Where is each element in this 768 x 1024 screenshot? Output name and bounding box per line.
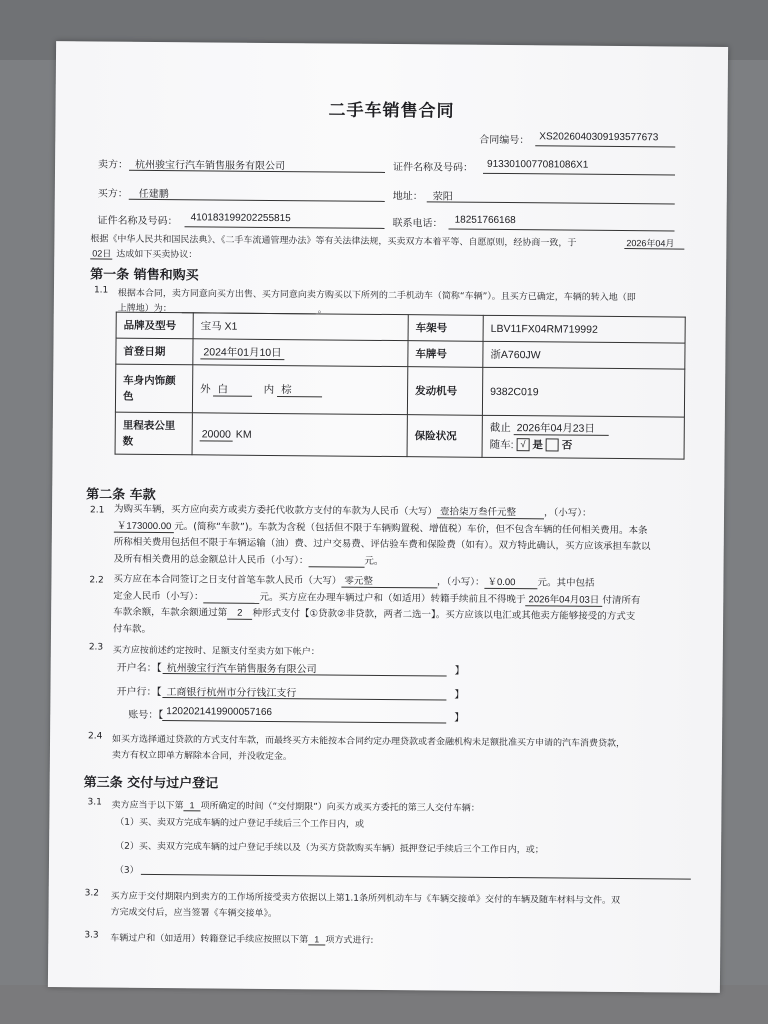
contract-page	[48, 41, 728, 993]
article-3-2-text-b: 方完成交付后，应当签署《车辆交接单》。	[110, 907, 278, 920]
seller-id-value: 91330100770810​86X1	[487, 158, 589, 171]
price-upper: 壹拾柒万叁仟元整	[437, 506, 544, 519]
reg-date-text: 2024年01月10日	[200, 346, 284, 360]
article-2-1-paragraph	[114, 502, 695, 573]
account-no-close: 】	[454, 712, 465, 724]
article-2-2-text-a: 买方应在本合同签订之日支付首笔车款人民币（大写）	[113, 573, 342, 587]
down-payment-upper: 零元整	[341, 576, 437, 589]
address-line	[427, 201, 675, 204]
article-3-1-number: 3.1	[87, 797, 102, 808]
total-amount-blank	[308, 555, 364, 567]
preamble-date-a: 2026年04月	[626, 238, 675, 249]
interior-color: 棕	[277, 384, 322, 397]
interior-prefix: 内	[263, 383, 275, 397]
article-2-2-text-b: ，（小写）：	[436, 576, 485, 588]
insurance-with-car: 随车:	[489, 438, 514, 451]
article-3-3-number: 3.3	[84, 930, 99, 941]
article-2-title: 第二条 车款	[86, 487, 156, 503]
plate-label: 车牌号	[408, 341, 483, 368]
buyer-label: 买方：	[97, 188, 128, 200]
article-2-2-text-c: 元。其中包括	[537, 577, 595, 589]
buyer-value: 任建鹏	[138, 188, 169, 201]
article-3-1-text	[111, 798, 479, 814]
insurance-value	[482, 415, 684, 459]
delivery-item-2: （2）买、卖双方完成车辆的过户登记手续以及（为买方贷款购买车辆）抵押登记手续后三个工作日内，或；	[115, 841, 544, 856]
article-2-1-text-d: 所称相关费用包括但不限于车辆运输（油）费、过户交易费、评估验车费和保险费（如有）。双方特此确认，买方应该承担车款以	[113, 536, 651, 553]
contract-no-line	[535, 145, 675, 147]
article-2-2-text-h: 种形式支付【①贷款②非贷款，两者二选一】。买方应该以电汇或其他卖方能够接受的方式支	[252, 607, 636, 623]
account-name-close: 】	[454, 665, 465, 677]
article-2-1-number: 2.1	[90, 505, 105, 516]
down-payment-lower: ￥0.00	[484, 577, 537, 589]
article-2-1-text-e: 及所有相关费用的总金额总计人民币（小写）：	[113, 553, 309, 566]
account-bank-value: 工商银行杭州市分行钱江支行	[166, 687, 297, 700]
article-3-title: 第三条 交付与过户登记	[83, 775, 219, 792]
document-title: 二手车销售合同	[328, 100, 455, 122]
account-name-label: 开户名：【	[116, 662, 162, 675]
exterior-color: 白	[213, 383, 252, 396]
seller-value: 杭州骏宝行汽车销售服务有限公司	[135, 159, 286, 173]
article-3-3-text	[110, 931, 373, 946]
yes-label: 是	[532, 438, 543, 451]
article-1-1-text-c: 。	[317, 305, 327, 316]
seller-line	[129, 170, 385, 173]
deposit-blank	[204, 591, 260, 603]
address-label: 地址：	[392, 191, 423, 203]
article-2-4-text-a: 如买方选择通过贷款的方式支付车款，而最终买方未能按本合同约定办理贷款或者金融机构未足额批准买方申请的汽车消费贷款，	[112, 734, 626, 750]
article-2-2-paragraph	[113, 572, 694, 643]
address-value: 荥阳	[432, 191, 453, 203]
article-2-3-text: 买方应按前述约定按时、足额支付至卖方如下帐户：	[112, 645, 320, 658]
delivery-item-1: （1）买、卖双方完成车辆的过户登记手续后三个工作日内，或	[115, 817, 365, 830]
article-3-2-number: 3.2	[84, 888, 100, 899]
article-1-title: 第一条 销售和购买	[90, 267, 199, 284]
account-name-line	[163, 673, 447, 676]
buyer-line	[129, 199, 385, 202]
odometer-value	[192, 413, 407, 457]
article-2-2-text-f: 付清所有	[602, 594, 641, 606]
no-checkbox[interactable]	[546, 439, 559, 452]
article-3-2-text-a: 买方应于交付期限内到卖方的工作场所接受卖方依据以上第1.1条所列机动车与《车辆交接单》交付的车辆及随车材料与文件。双	[110, 891, 621, 907]
article-3-1-text-a: 卖方应当于以下第	[111, 800, 184, 812]
phone-value: 18251766168	[454, 214, 516, 227]
insurance-label: 保险状况	[407, 415, 482, 458]
article-3-3-text-a: 车辆过户和（如适用）转籍登记手续应按照以下第	[110, 933, 309, 946]
payment-method: 2	[227, 608, 252, 620]
account-bank-line	[162, 697, 446, 700]
seller-label: 卖方：	[98, 159, 129, 171]
delivery-item-3-line	[141, 874, 691, 880]
price-lower: ￥173000.00	[114, 520, 175, 533]
article-2-2-text-i: 付车款。	[112, 623, 152, 635]
no-label: 否	[561, 439, 573, 452]
reg-date-label: 首登日期	[116, 338, 193, 365]
preamble-date-line-b	[90, 258, 112, 259]
article-1-1-number: 1.1	[93, 285, 109, 296]
article-2-1-text-f: 元。	[364, 555, 384, 567]
engine-value: 9382C019	[482, 367, 684, 417]
preamble-date-b: 02日	[92, 248, 112, 259]
phone-label: 联系电话：	[392, 218, 443, 230]
yes-checkbox[interactable]	[516, 438, 529, 451]
insurance-date: 2026年04月23日	[514, 422, 609, 436]
preamble-text-a: 根据《中华人民共和国民法典》、《二手车流通管理办法》等有关法律法规，买卖双方本着平等、自愿原则，经协商一致，于	[90, 234, 577, 249]
account-no-value: 1202021419900057166	[166, 706, 273, 718]
article-2-2-text-e: 元。买方应在办理车辆过户和（如适用）转籍手续前且不得晚于	[259, 591, 526, 605]
seller-id-line	[483, 173, 675, 176]
final-payment-date: 2026年04月03日	[526, 594, 603, 607]
account-bank-close: 】	[454, 689, 465, 701]
article-3-3-text-b: 项方式进行:	[325, 935, 374, 946]
color-label: 车身内饰颜色	[115, 364, 192, 413]
article-3-1-text-b: 项所确定的时间（“交付期限”）向买方或买方委托的第三人交付车辆：	[200, 801, 480, 814]
article-2-2-text-d: 定金人民币（小写）：	[113, 590, 204, 602]
odometer-unit: KM	[235, 428, 252, 441]
buyer-id-line	[185, 226, 385, 229]
brand-label: 品牌及型号	[116, 312, 193, 339]
exterior-prefix: 外	[200, 383, 211, 396]
buyer-id-label: 证件名称及号码：	[97, 215, 178, 228]
vin-label: 车架号	[408, 315, 483, 342]
delivery-option: 1	[183, 800, 200, 811]
article-1-1-text-a: 根据本合同，卖方同意向买方出售、买方同意向卖方购买以下所列的二手机动车（简称“车辆”）。且买方已确定，车辆的转入地（即	[117, 288, 636, 304]
account-bank-label: 开户行：【	[116, 686, 162, 699]
article-1-1-text-b: 上牌地）为：	[117, 303, 172, 315]
account-no-label: 账号：【	[128, 709, 164, 722]
delivery-item-3: （3）	[114, 865, 139, 876]
check-mark-icon: √	[520, 439, 526, 450]
insurance-prefix: 截止	[489, 421, 511, 434]
contract-no-value: XS20260403091935776​73	[539, 131, 659, 144]
transfer-option: 1	[308, 934, 325, 945]
article-2-4-number: 2.4	[88, 731, 103, 742]
account-name-value: 杭州骏宝行汽车销售服务有限公司	[166, 663, 317, 676]
odometer-label: 里程表公里数	[115, 412, 192, 455]
article-2-4-text-b: 卖方有权立即单方解除本合同，并没收定金。	[111, 750, 292, 763]
vehicle-info-table	[115, 312, 686, 460]
vin-value: LBV11FX04RM719992	[483, 315, 685, 343]
article-2-1-text-b: ，（小写）：	[544, 507, 592, 519]
buyer-id-value: 410183199202255815	[190, 212, 291, 225]
article-2-1-text-a: 为购买车辆，买方应向卖方或卖方委托代收款方支付的车款为人民币（大写）	[114, 503, 438, 518]
article-2-1-text-c: 元。(简称“车款”)。车款为含税（包括但不限于车辆购置税、增值税）车价，但不包含车辆的任何相关费用。本条	[174, 520, 648, 536]
seller-id-label: 证件名称及号码：	[393, 162, 474, 174]
reg-date-value	[193, 339, 408, 367]
color-value	[192, 365, 407, 415]
article-2-2-number: 2.2	[89, 575, 104, 586]
article-2-2-text-g: 车款余额，车款余额通过第	[113, 606, 228, 619]
preamble-text-b: 达成如下买卖协议：	[116, 249, 198, 261]
engine-label: 发动机号	[407, 367, 482, 416]
phone-line	[449, 229, 675, 232]
article-2-3-number: 2.3	[88, 642, 104, 653]
odometer-number: 20000	[200, 428, 233, 441]
account-no-line	[162, 720, 446, 723]
brand-value: 宝马 X1	[193, 313, 408, 341]
preamble-date-line-a	[624, 248, 684, 250]
contract-no-label: 合同编号：	[479, 134, 530, 147]
plate-value: 浙A760JW	[483, 341, 685, 369]
